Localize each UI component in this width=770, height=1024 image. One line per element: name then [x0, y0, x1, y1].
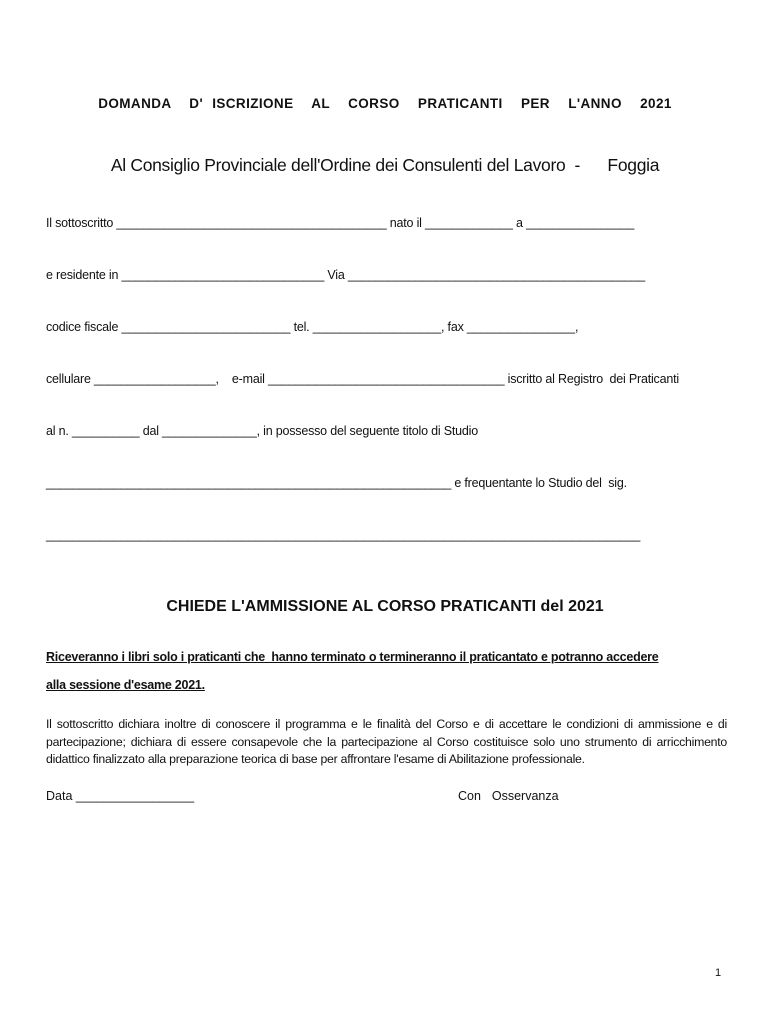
books-notice-line-2: alla sessione d'esame 2021. [46, 678, 205, 692]
form-line-registration-number: al n. __________ dal ______________, in possesso del seguente titolo di Studio [46, 424, 478, 438]
books-notice-line-1: Riceveranno i libri solo i praticanti che hanno terminato o termineranno il praticantato e potranno accedere [46, 650, 659, 664]
page-number: 1 [715, 967, 722, 979]
form-line-fiscal-code-contacts: codice fiscale _________________________ tel. ___________________, fax ________________, [46, 320, 579, 334]
form-line-study-title: ____________________________________________________________ e frequentante lo Studio del sig. [46, 476, 627, 490]
form-line-mobile-email-registry: cellulare __________________, e-mail ___________________________________ iscritto al Registro dei Praticanti [46, 372, 679, 386]
date-field: Data _________________ [46, 789, 195, 803]
closing-salutation: Con Osservanza [458, 789, 559, 803]
request-heading: CHIEDE L'AMMISSIONE AL CORSO PRATICANTI del 2021 [166, 598, 604, 615]
declaration-paragraph: Il sottoscritto dichiara inoltre di conoscere il programma e le finalità del Corso e di accettare le condizioni di ammissione e di partecipazione; dichiara di essere consapevole che la partecipazione al Corso costituisce solo uno strumento di arricchimento didattico finalizzato alla preparazione teorica di base per affrontare l'esame di Abilitazione professionale. [46, 717, 727, 766]
form-line-studio-name: ________________________________________________________________________________________ [46, 528, 641, 542]
form-line-residence: e residente in ______________________________ Via ____________________________________________ [46, 268, 645, 282]
recipient-heading: Al Consiglio Provinciale dell'Ordine dei Consulenti del Lavoro - Foggia [110, 155, 660, 175]
document-title: DOMANDA D' ISCRIZIONE AL CORSO PRATICANTI PER L'ANNO 2021 [98, 96, 672, 111]
form-line-name-birth: Il sottoscritto ________________________________________ nato il _____________ a ________________ [46, 216, 635, 230]
